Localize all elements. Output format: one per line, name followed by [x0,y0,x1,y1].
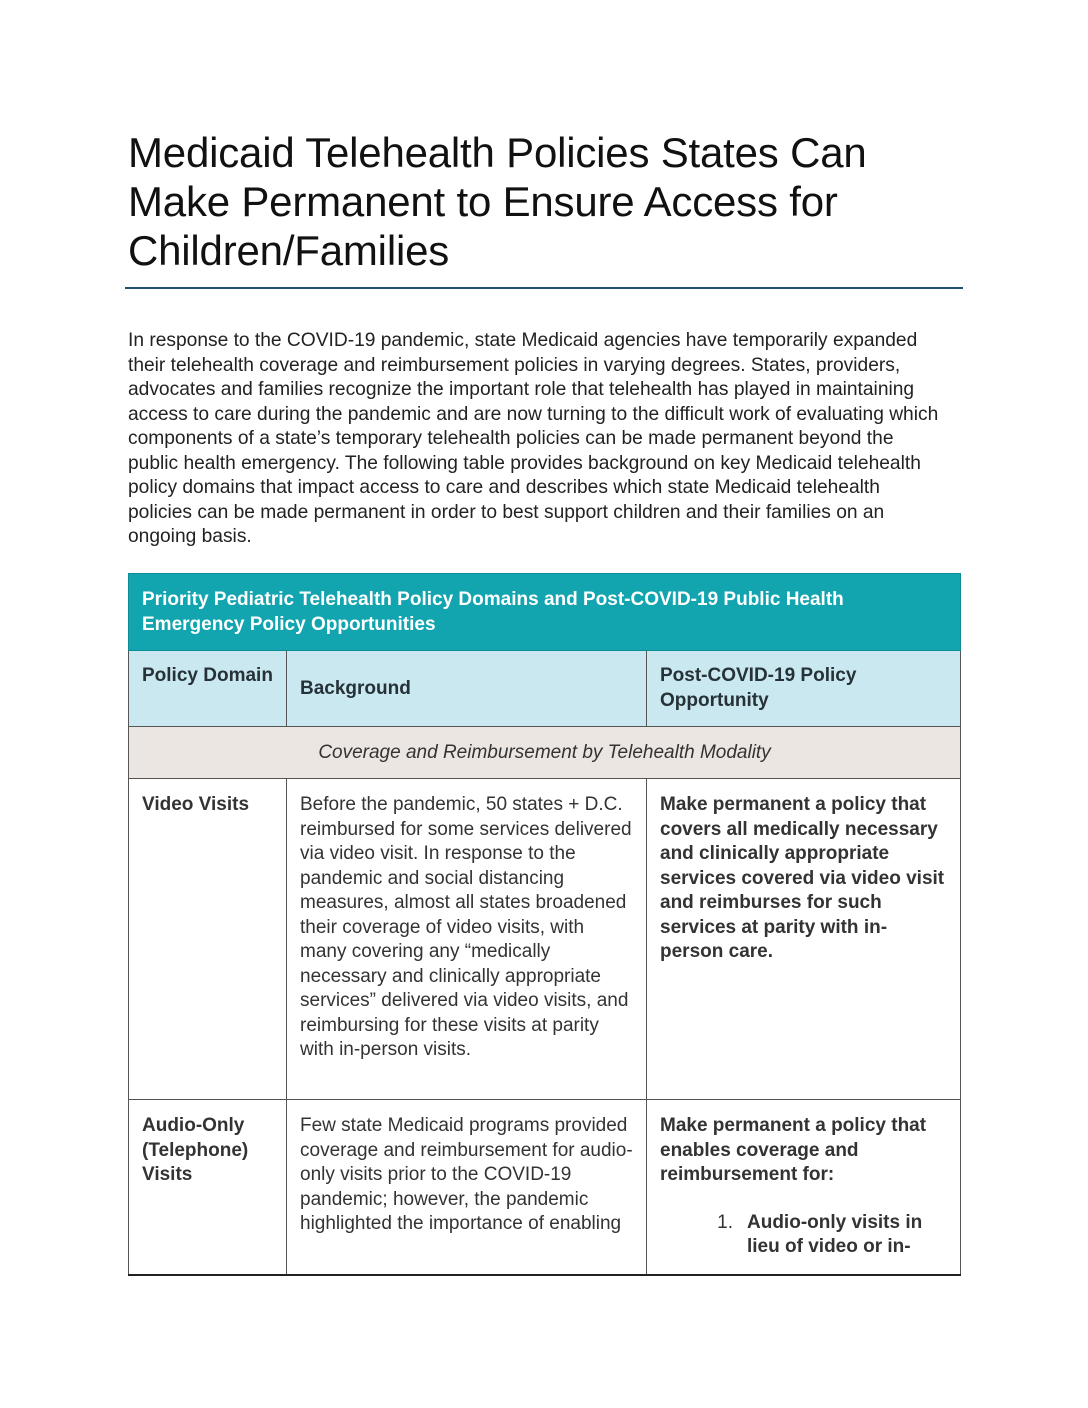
table-caption: Priority Pediatric Telehealth Policy Domains and Post-COVID-19 Public Health Emergency Policy Opportunities [129,574,961,651]
list-number: 1. [717,1211,733,1233]
table-caption-row [129,574,961,651]
opportunity-list [660,1211,947,1260]
column-header-opportunity: Post-COVID-19 Policy Opportunity [647,651,961,727]
section-row [129,727,961,779]
intro-paragraph: In response to the COVID-19 pandemic, state Medicaid agencies have temporarily expanded their telehealth coverage and reimbursement policies in varying degrees. States, providers, advocates and families recognize the important role that telehealth has played in maintaining access to care during the pandemic and are now turning to the difficult work of evaluating which components of a state’s temporary telehealth policies can be made permanent beyond the public health emergency. The following table provides background on key Medicaid telehealth policy domains that impact access to care and describes which state Medicaid telehealth policies can be made permanent in order to best support children and their families on an ongoing basis. [128,330,939,547]
opportunity-list-item [660,1211,947,1260]
title-divider [125,287,963,289]
list-text: Audio-only visits in lieu of video or in- [747,1211,923,1257]
row-domain: Audio-Only (Telephone) Visits [129,1100,287,1276]
policy-table [128,573,961,1276]
row-background: Before the pandemic, 50 states + D.C. reimbursed for some services delivered via video visit. In response to the pandemic and social distancing measures, almost all states broadened their coverage of video visits, with many covering any “medically necessary and clinically appropriate services” delivered via video visits, and reimbursing for these visits at parity with in-person visits. [287,779,647,1100]
row-background: Few state Medicaid programs provided coverage and reimbursement for audio-only visits prior to the COVID-19 pandemic; however, the pandemic highlighted the importance of enabling [287,1100,647,1276]
column-header-background: Background [287,651,647,727]
column-header-row [129,651,961,727]
row-opportunity: Make permanent a policy that covers all medically necessary and clinically appropriate services covered via video visit and reimburses for such services at parity with in-person care. [647,779,961,1100]
table-row [129,779,961,1100]
table-row [129,1100,961,1276]
row-opportunity-cell [647,1100,961,1276]
section-label: Coverage and Reimbursement by Telehealth Modality [129,727,961,779]
document-title: Medicaid Telehealth Policies States Can Make Permanent to Ensure Access for Children/Families [128,129,867,274]
column-header-policy-domain: Policy Domain [129,651,287,727]
row-opportunity: Make permanent a policy that enables coverage and reimbursement for: [660,1115,927,1185]
row-domain: Video Visits [129,779,287,1100]
